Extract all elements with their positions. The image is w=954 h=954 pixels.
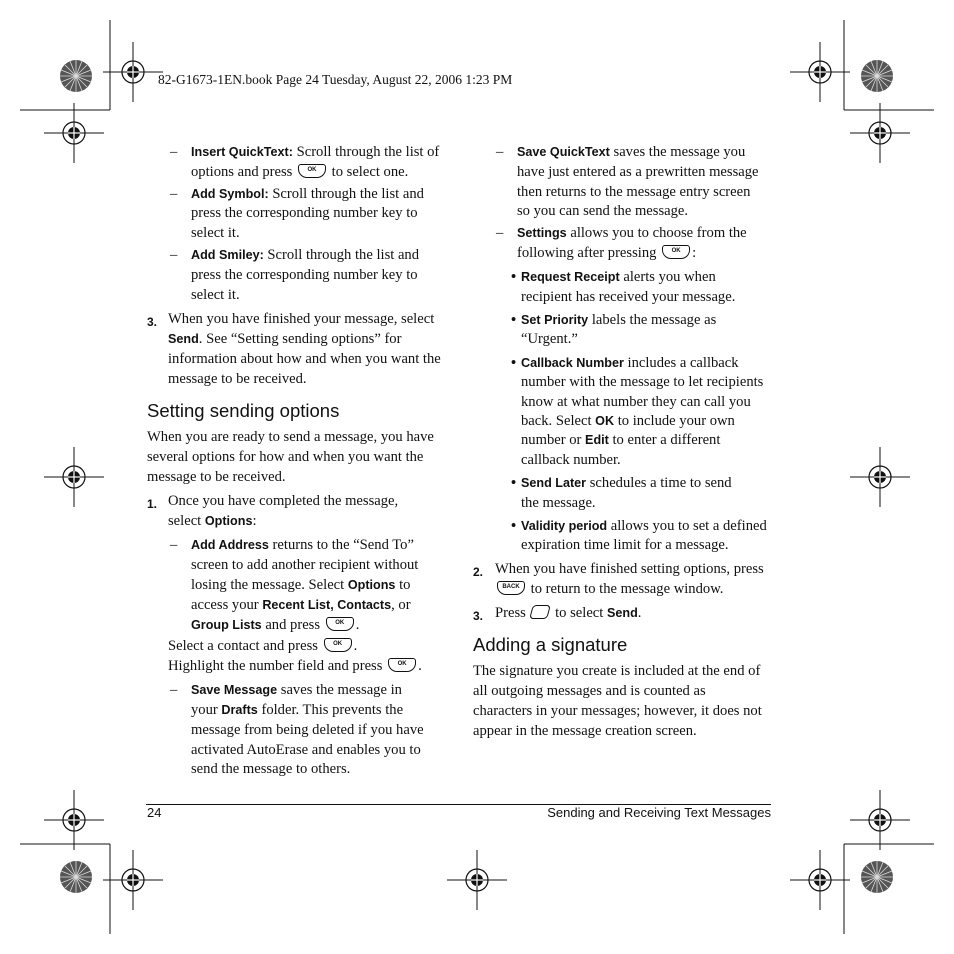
step-text: When you have finished your message, select bbox=[168, 311, 435, 327]
paragraph-line: characters in your messages; however, it does not bbox=[473, 703, 762, 719]
paragraph-line: message to be received. bbox=[147, 469, 286, 485]
registration-mark bbox=[850, 790, 910, 850]
setting-set-priority: Set Priority labels the message as bbox=[521, 312, 717, 328]
option-line: Group Lists and press OK . bbox=[191, 617, 360, 633]
step-text: Press to select Send. bbox=[495, 605, 642, 621]
ok-key-icon: OK bbox=[326, 617, 354, 631]
registration-mark bbox=[103, 850, 163, 910]
dash-bullet: – bbox=[170, 682, 178, 698]
left-softkey-icon bbox=[530, 605, 552, 619]
paragraph-line: appear in the message creation screen. bbox=[473, 723, 697, 739]
ok-key-icon: OK bbox=[324, 638, 352, 652]
registration-mark bbox=[44, 790, 104, 850]
option-line: following after pressing OK : bbox=[517, 245, 697, 261]
back-key-icon: BACK bbox=[497, 581, 525, 595]
page-number: 24 bbox=[147, 805, 162, 820]
registration-mark bbox=[44, 447, 104, 507]
setting-line: back. Select OK to include your own bbox=[521, 413, 735, 429]
dash-bullet: – bbox=[496, 144, 504, 160]
registration-mark bbox=[850, 447, 910, 507]
heading-adding-a-signature: Adding a signature bbox=[473, 634, 628, 655]
bullet-dot: • bbox=[511, 475, 517, 491]
setting-line: number with the message to let recipients bbox=[521, 374, 764, 390]
setting-line: know at what number they can call you bbox=[521, 394, 751, 410]
heading-setting-sending-options: Setting sending options bbox=[147, 400, 340, 421]
setting-send-later: Send Later schedules a time to send bbox=[521, 475, 732, 491]
option-line: options and press OK to select one. bbox=[191, 164, 409, 180]
registration-mark bbox=[44, 103, 104, 163]
setting-request-receipt: Request Receipt alerts you when bbox=[521, 269, 716, 285]
step-text: information about how and when you want the bbox=[168, 351, 441, 367]
dash-bullet: – bbox=[170, 247, 178, 263]
option-line: screen to add another recipient without bbox=[191, 557, 419, 573]
step-number: 2. bbox=[473, 565, 484, 579]
print-slug: 82-G1673-1EN.book Page 24 Tuesday, August 22, 2006 1:23 PM bbox=[158, 72, 513, 87]
registration-mark bbox=[850, 103, 910, 163]
dash-bullet: – bbox=[170, 537, 178, 553]
setting-line: callback number. bbox=[521, 452, 621, 468]
setting-line: number or Edit to enter a different bbox=[521, 432, 721, 448]
ok-key-icon: OK bbox=[388, 658, 416, 672]
registration-mark bbox=[790, 42, 850, 102]
dash-bullet: – bbox=[496, 225, 504, 241]
option-line: message from being deleted if you have bbox=[191, 722, 424, 738]
ok-key-icon: OK bbox=[662, 245, 690, 259]
registration-mark bbox=[103, 42, 163, 102]
bullet-dot: • bbox=[511, 269, 517, 285]
option-line: your Drafts folder. This prevents the bbox=[191, 702, 404, 718]
option-line: send the message to others. bbox=[191, 761, 351, 777]
step-text: select Options: bbox=[168, 513, 257, 529]
step-number: 1. bbox=[147, 497, 158, 511]
option-line: access your Recent List, Contacts, or bbox=[191, 597, 411, 613]
option-line: activated AutoErase and enables you to bbox=[191, 742, 421, 758]
option-add-address: Add Address returns to the “Send To” bbox=[191, 537, 414, 553]
registration-mark bbox=[790, 850, 850, 910]
setting-validity-period: Validity period allows you to set a defined bbox=[521, 518, 767, 534]
option-add-symbol: Add Symbol: Scroll through the list and bbox=[191, 186, 424, 202]
registration-mark bbox=[447, 850, 507, 910]
setting-line: expiration time limit for a message. bbox=[521, 537, 729, 553]
option-line: so you can send the message. bbox=[517, 203, 689, 219]
option-line: have just entered as a prewritten message bbox=[517, 164, 759, 180]
option-line: select it. bbox=[191, 225, 240, 241]
option-save-message: Save Message saves the message in bbox=[191, 682, 402, 698]
option-line: select it. bbox=[191, 287, 240, 303]
color-bar-star bbox=[861, 861, 893, 893]
step-text: Highlight the number field and press OK . bbox=[168, 658, 422, 674]
setting-line: “Urgent.” bbox=[521, 331, 578, 347]
setting-line: the message. bbox=[521, 495, 596, 511]
bullet-dot: • bbox=[511, 312, 517, 328]
color-bar-star bbox=[60, 60, 92, 92]
dash-bullet: – bbox=[170, 144, 178, 160]
option-insert-quicktext: Insert QuickText: Scroll through the list of bbox=[191, 144, 440, 160]
step-number: 3. bbox=[473, 609, 484, 623]
step-text: Select a contact and press OK . bbox=[168, 638, 358, 654]
option-line: then returns to the message entry screen bbox=[517, 184, 751, 200]
color-bar-star bbox=[60, 861, 92, 893]
step-text: When you have finished setting options, press bbox=[495, 561, 764, 577]
step-text: BACK to return to the message window. bbox=[495, 580, 723, 600]
paragraph-line: several options for how and when you want the bbox=[147, 449, 424, 465]
paragraph-line: When you are ready to send a message, you have bbox=[147, 429, 434, 445]
option-settings: Settings allows you to choose from the bbox=[517, 225, 747, 241]
setting-line: recipient has received your message. bbox=[521, 289, 736, 305]
dash-bullet: – bbox=[170, 186, 178, 202]
step-text: message to be received. bbox=[168, 371, 307, 387]
step-number: 3. bbox=[147, 315, 158, 329]
option-save-quicktext: Save QuickText saves the message you bbox=[517, 144, 746, 160]
color-bar-star bbox=[861, 60, 893, 92]
bullet-dot: • bbox=[511, 518, 517, 534]
paragraph-line: The signature you create is included at the end of bbox=[473, 663, 761, 679]
chapter-title: Sending and Receiving Text Messages bbox=[547, 805, 771, 820]
option-line: press the corresponding number key to bbox=[191, 267, 418, 283]
option-line: press the corresponding number key to bbox=[191, 205, 418, 221]
option-line: losing the message. Select Options to bbox=[191, 577, 411, 593]
step-text: Send. See “Setting sending options” for bbox=[168, 331, 402, 347]
ok-key-icon: OK bbox=[298, 164, 326, 178]
bullet-dot: • bbox=[511, 355, 517, 371]
step-text: Once you have completed the message, bbox=[168, 493, 399, 509]
option-add-smiley: Add Smiley: Scroll through the list and bbox=[191, 247, 420, 263]
paragraph-line: all outgoing messages and is counted as bbox=[473, 683, 706, 699]
setting-callback-number: Callback Number includes a callback bbox=[521, 355, 739, 371]
